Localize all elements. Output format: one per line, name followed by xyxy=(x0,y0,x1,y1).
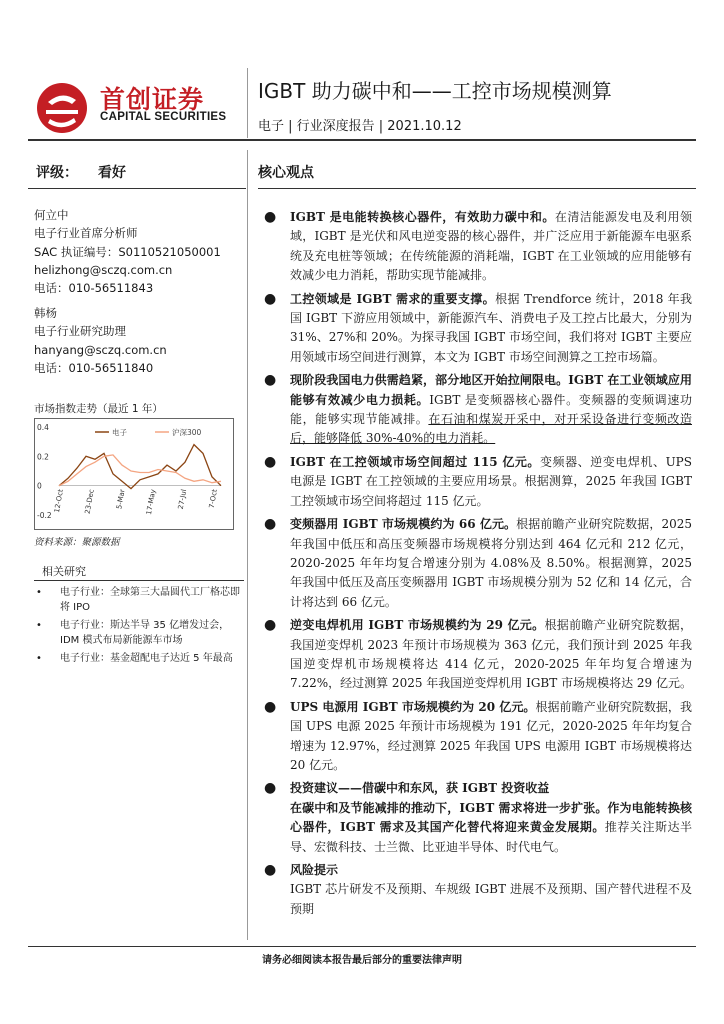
point-head: 工控领域是 IGBT 需求的重要支撑。 xyxy=(290,291,496,306)
y-tick-label: -0.2 xyxy=(37,511,52,520)
point-body: IGBT 是变频器核心器件。变频器的变频调速功能，能够实现节能减排。 xyxy=(290,392,692,427)
core-point xyxy=(262,698,692,776)
point-body: 根据前瞻产业研究院数据，我国逆变焊机 2023 年预计市场规模为 363 亿元，我们预计到 2025 年我国逆变焊机市场规模将达 414 亿元，2020-2025 年年均复合增速为 7.22%，经过测算 2025 年我国逆变焊机用 IGBT 市场规模将达 29 亿元。 xyxy=(290,618,692,691)
bullet-icon: ● xyxy=(264,372,277,389)
core-points xyxy=(262,208,692,923)
analyst-1 xyxy=(34,206,221,297)
point-head: 风险提示 xyxy=(290,863,339,877)
related-research-list xyxy=(36,586,246,671)
bullet-icon: ● xyxy=(264,516,277,533)
x-tick-label: 5-Mar xyxy=(115,488,127,510)
related-item[interactable]: • 电子行业：全球第三大晶圆代工厂格芯即将 IPO xyxy=(36,586,246,615)
core-point xyxy=(262,453,692,511)
core-point xyxy=(262,616,692,694)
analyst-title: 电子行业研究助理 xyxy=(34,324,126,339)
core-point xyxy=(262,371,692,449)
analyst-email[interactable]: hanyang@sczq.com.cn xyxy=(34,342,167,357)
bullet-icon: ● xyxy=(264,698,277,715)
left-rule xyxy=(28,188,246,189)
point-body: 根据前瞻产业研究院数据，我国 UPS 电源 2025 年预计市场规模为 191 亿元，2020-2025 年年均复合增速为 12.97%，经过测算 2025 年我国 UPS 电源用 IGBT 市场规模将达 20 亿元。 xyxy=(290,699,692,772)
legend-label: 沪深300 xyxy=(172,428,202,437)
analyst-phone: 电话：010-56511843 xyxy=(34,281,154,296)
logo-emblem-icon xyxy=(36,82,88,134)
x-tick-label: 7-Oct xyxy=(207,488,219,510)
point-head: 投资建议——借碳中和东风，获 IGBT 投资收益 xyxy=(290,781,550,796)
market-index-chart xyxy=(34,418,234,530)
point-underline: 在石油和煤炭开采中，对开采设备进行变频改造后，能够降低 30%-40%的电力消耗。 xyxy=(290,412,692,446)
point-head: IGBT 在工控领域市场空间超过 115 亿元。 xyxy=(290,454,540,469)
bullet-icon: ● xyxy=(264,862,277,878)
rating-label: 评级： xyxy=(36,165,78,181)
logo-text-cn: 首创证券 xyxy=(100,85,205,114)
bullet-icon: ● xyxy=(264,453,277,470)
point-head: 变频器用 IGBT 市场规模约为 66 亿元。 xyxy=(290,517,517,532)
bullet-icon: ● xyxy=(264,617,277,634)
core-point xyxy=(262,861,692,919)
point-body: 根据前瞻产业研究院数据，2025 年我国中低压和高压变频器市场规模将分别达到 464 亿元和 212 亿元，2020-2025 年年均复合增速分别为 4.08%及 8.50%。根据测算，2025 年我国中低压及高压变频器用 IGBT 市场规模分别为 52 亿和 14 亿元，合计将达到 66 亿元。 xyxy=(290,517,692,609)
right-rule xyxy=(258,188,696,189)
bullet-icon: ● xyxy=(264,290,277,307)
point-head: IGBT 是电能转换核心器件，有效助力碳中和。 xyxy=(290,210,555,224)
point-body: 推荐关注斯达半导、宏微科技、士兰微、比亚迪半导体、时代电气。 xyxy=(290,820,692,854)
y-tick-label: 0.4 xyxy=(37,423,49,432)
core-point xyxy=(262,515,692,612)
point-head: UPS 电源用 IGBT 市场规模约为 20 亿元。 xyxy=(290,699,536,714)
related-item[interactable]: • 电子行业：基金超配电子达近 5 年最高 xyxy=(36,652,246,667)
related-item[interactable]: • 电子行业：斯达半导 35 亿增发过会，IDM 模式布局新能源车市场 xyxy=(36,619,246,648)
logo-text-en: CAPITAL SECURITIES xyxy=(100,111,227,123)
core-point xyxy=(262,779,692,857)
point-head: 现阶段我国电力供需趋紧，部分地区开始拉闸限电。IGBT 在工业领域应用能够有效减少电力损耗。 xyxy=(290,373,692,407)
point-body: IGBT 芯片研发不及预期、车规级 IGBT 进展不及预期、国产替代进程不及预期 xyxy=(290,882,692,916)
analyst-sac: SAC 执证编号：S0110521050001 xyxy=(34,244,221,259)
x-tick-label: 23-Dec xyxy=(83,488,96,515)
rating-value: 看好 xyxy=(98,165,126,181)
series-line xyxy=(59,445,221,489)
analyst-name: 韩杨 xyxy=(34,306,57,320)
analyst-2 xyxy=(34,304,167,377)
chart-title: 市场指数走势（最近 1 年） xyxy=(34,403,163,415)
x-tick-label: 17-May xyxy=(144,488,158,516)
header-rule xyxy=(28,139,696,141)
y-tick-label: 0.2 xyxy=(37,452,49,462)
core-points-title: 核心观点 xyxy=(258,165,314,181)
analyst-title: 电子行业首席分析师 xyxy=(34,226,138,241)
analyst-phone: 电话：010-56511840 xyxy=(34,360,154,375)
rating xyxy=(36,162,126,182)
report-title: IGBT 助力碳中和——工控市场规模测算 xyxy=(258,79,612,103)
report-meta: 电子 | 行业深度报告 | 2021.10.12 xyxy=(258,119,462,134)
analyst-email[interactable]: helizhong@sczq.com.cn xyxy=(34,262,173,277)
legend-label: 电子 xyxy=(112,428,127,437)
bullet-icon: ● xyxy=(264,209,277,225)
related-rule xyxy=(34,580,244,581)
point-head: 逆变电焊机用 IGBT 市场规模约为 29 亿元。 xyxy=(290,618,545,633)
point-body: 在清洁能源发电及利用领域，IGBT 是光伏和风电逆变器的核心器件，并广泛应用于新能源车电驱系统及充电桩等领域；在传统能源的消耗端，IGBT 在工业领域的应用能够有效减少电力消耗，帮助实现节能减排。 xyxy=(290,210,692,283)
column-divider xyxy=(247,150,248,940)
legal-notice: 请务必细阅读本报告最后部分的重要法律声明 xyxy=(262,955,462,966)
header-divider xyxy=(247,68,248,138)
chart-canvas xyxy=(35,419,233,529)
point-subhead: 在碳中和及节能减排的推动下，IGBT 需求将进一步扩张。作为电能转换核心器件，IGBT 需求及其国产化替代将迎来黄金发展期。 xyxy=(290,800,692,835)
point-body: 根据 Trendforce 统计，2018 年我国 IGBT 下游应用领域中，新能源汽车、消费电子及工控占比最大，分别为 31%、27%和 20%。为探寻我国 IGBT 市场空间，我们将对 IGBT 主要应用领域市场空间进行测算，本文为 IGBT 市场空间测算之工控市场篇。 xyxy=(290,291,692,364)
core-point xyxy=(262,208,692,286)
bullet-icon: ● xyxy=(264,780,277,797)
core-point xyxy=(262,290,692,368)
point-body: 变频器、逆变电焊机、UPS 电源是 IGBT 在工控领域的主要应用场景。根据测算，2025 年我国 IGBT 工控领域市场空间将超过 115 亿元。 xyxy=(290,454,692,508)
x-tick-label: 12-Oct xyxy=(52,488,65,514)
x-tick-label: 27-Jul xyxy=(176,488,189,510)
related-research-title: 相关研究 xyxy=(42,565,86,578)
chart-source: 资料来源：聚源数据 xyxy=(34,537,120,548)
company-logo xyxy=(28,78,243,128)
analyst-name: 何立中 xyxy=(34,208,69,222)
footer-rule xyxy=(28,946,696,947)
y-tick-label: 0 xyxy=(37,481,42,491)
